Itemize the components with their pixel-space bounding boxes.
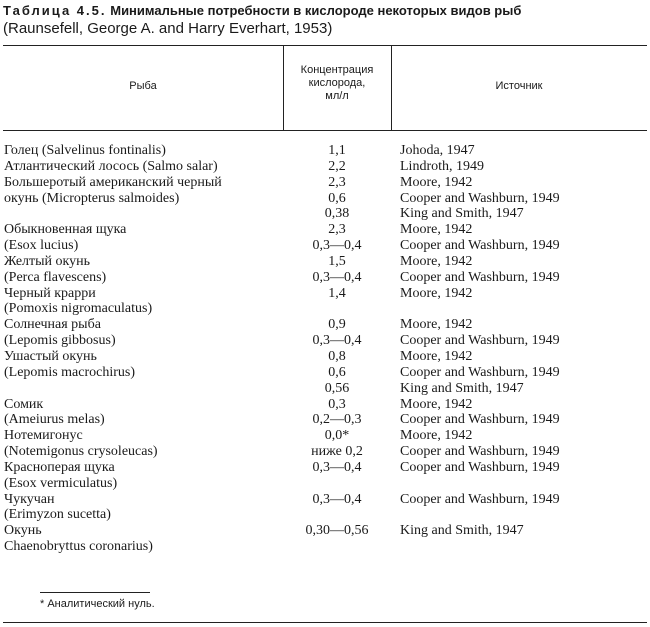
table-row — [0, 349, 650, 365]
fish-cell: окунь (Micropterus salmoides) — [4, 190, 180, 206]
table-row — [0, 270, 650, 286]
fish-cell: (Notemigonus crysoleucas) — [4, 444, 158, 460]
fish-cell: Красноперая щука — [4, 459, 115, 475]
source-cell: Lindroth, 1949 — [400, 158, 484, 174]
concentration-cell: 0,3—0,4 — [312, 459, 362, 475]
table-row — [0, 492, 650, 508]
concentration-cell: 0,3—0,4 — [312, 238, 362, 254]
concentration-cell: 1,4 — [328, 285, 346, 301]
table-row — [0, 238, 650, 254]
source-cell: Moore, 1942 — [400, 253, 473, 269]
table-number: Таблица 4.5. — [3, 3, 107, 18]
concentration-cell: 0,2—0,3 — [312, 412, 362, 428]
source-cell: Moore, 1942 — [400, 396, 473, 412]
concentration-cell: 2,3 — [328, 174, 346, 190]
source-cell: Moore, 1942 — [400, 174, 473, 190]
fish-cell: Чукучан — [4, 491, 55, 507]
table-row — [0, 301, 650, 317]
concentration-cell: 0,8 — [328, 348, 346, 364]
header-concentration-line3: мл/л — [325, 90, 349, 102]
table-body — [0, 143, 650, 555]
fish-cell: Большеротый американский черный — [4, 174, 222, 190]
fish-cell: Желтый окунь — [4, 253, 91, 269]
fish-cell: Атлантический лосось (Salmo salar) — [4, 158, 218, 174]
source-cell: Moore, 1942 — [400, 222, 473, 238]
fish-cell: (Esox vermiculatus) — [4, 475, 118, 491]
fish-cell: Ушастый окунь — [4, 348, 97, 364]
concentration-cell: 0,3 — [328, 396, 346, 412]
source-cell: Cooper and Washburn, 1949 — [400, 364, 560, 380]
source-cell: Cooper and Washburn, 1949 — [400, 459, 560, 475]
table-row — [0, 333, 650, 349]
concentration-cell: 1,5 — [328, 253, 346, 269]
table-row — [0, 254, 650, 270]
table-row — [0, 539, 650, 555]
table-row — [0, 286, 650, 302]
header-source: Источник — [495, 80, 543, 92]
table-row — [0, 175, 650, 191]
fish-cell: Нотемигонус — [4, 428, 83, 444]
fish-cell: (Erimyzon sucetta) — [4, 507, 111, 523]
source-cell: Cooper and Washburn, 1949 — [400, 190, 560, 206]
table-row — [0, 317, 650, 333]
source-cell: Cooper and Washburn, 1949 — [400, 269, 560, 285]
table-row — [0, 412, 650, 428]
concentration-cell: 0,0* — [324, 428, 350, 444]
source-cell: Moore, 1942 — [400, 317, 473, 333]
concentration-cell: 0,6 — [328, 190, 346, 206]
source-cell: King and Smith, 1947 — [400, 523, 524, 539]
footnote: * Аналитический нуль. — [40, 598, 155, 610]
table-row — [0, 222, 650, 238]
table-top-rule — [3, 45, 647, 46]
concentration-cell: 0,6 — [328, 364, 346, 380]
header-concentration-line1: Концентрация — [300, 64, 374, 76]
source-cell: Cooper and Washburn, 1949 — [400, 333, 560, 349]
table-row — [0, 444, 650, 460]
source-cell: Cooper and Washburn, 1949 — [400, 238, 560, 254]
fish-cell: (Pomoxis nigromaculatus) — [4, 301, 153, 317]
table-caption: Минимальные потребности в кислороде некоторых видов рыб — [110, 3, 522, 18]
concentration-cell: 2,3 — [328, 222, 346, 238]
header-concentration — [283, 64, 391, 103]
fish-cell: Черный крappи — [4, 285, 96, 301]
fish-cell: Сомик — [4, 396, 44, 412]
table-row — [0, 476, 650, 492]
fish-cell: (Lepomis macrochirus) — [4, 364, 136, 380]
table-row — [0, 507, 650, 523]
fish-cell: (Lepomis gibbosus) — [4, 333, 116, 349]
concentration-cell: 0,30—0,56 — [305, 523, 369, 539]
fish-cell: (Perca flavescens) — [4, 269, 107, 285]
concentration-cell: 1,1 — [328, 143, 346, 158]
concentration-cell: 0,9 — [328, 317, 346, 333]
table-row — [0, 428, 650, 444]
table-row — [0, 365, 650, 381]
fish-cell: Обыкновенная щука — [4, 222, 127, 238]
table-row — [0, 159, 650, 175]
table-row — [0, 206, 650, 222]
fish-cell: Окунь — [4, 523, 42, 539]
concentration-cell: ниже 0,2 — [311, 444, 363, 460]
source-cell: Moore, 1942 — [400, 348, 473, 364]
fish-cell: (Ameiurus melas) — [4, 412, 105, 428]
source-cell: Cooper and Washburn, 1949 — [400, 491, 560, 507]
fish-cell: (Esox lucius) — [4, 238, 79, 254]
concentration-cell: 0,3—0,4 — [312, 333, 362, 349]
source-cell: Moore, 1942 — [400, 428, 473, 444]
header-bottom-rule — [3, 130, 647, 131]
header-fish: Рыба — [129, 80, 157, 92]
header-concentration-line2: кислорода, — [308, 77, 366, 89]
table-title — [3, 2, 521, 20]
table-row — [0, 143, 650, 159]
table-source: (Raunsefell, George A. and Harry Everhart, 1953) — [3, 20, 333, 37]
table-row — [0, 397, 650, 413]
table-row — [0, 460, 650, 476]
source-cell: King and Smith, 1947 — [400, 380, 524, 396]
source-cell: King and Smith, 1947 — [400, 206, 524, 222]
table-bottom-rule — [3, 622, 647, 623]
table-row — [0, 191, 650, 207]
source-cell: Moore, 1942 — [400, 285, 473, 301]
fish-cell: Chaenobryttus coronarius) — [4, 539, 153, 555]
source-cell: Johoda, 1947 — [400, 143, 475, 158]
source-cell: Cooper and Washburn, 1949 — [400, 444, 560, 460]
concentration-cell: 0,3—0,4 — [312, 491, 362, 507]
footnote-rule — [40, 592, 150, 593]
concentration-cell: 2,2 — [328, 158, 346, 174]
fish-cell: Голец (Salvelinus fontinalis) — [4, 143, 166, 158]
table-row — [0, 381, 650, 397]
fish-cell: Солнечная рыба — [4, 317, 101, 333]
table-row — [0, 523, 650, 539]
concentration-cell: 0,38 — [324, 206, 350, 222]
concentration-cell: 0,3—0,4 — [312, 269, 362, 285]
concentration-cell: 0,56 — [324, 380, 350, 396]
source-cell: Cooper and Washburn, 1949 — [400, 412, 560, 428]
